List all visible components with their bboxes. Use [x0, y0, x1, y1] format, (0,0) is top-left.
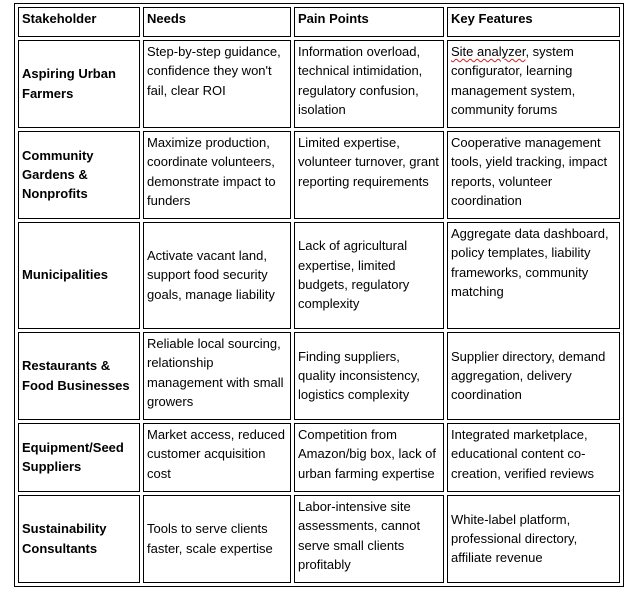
key-features-cell: Cooperative management tools, yield tracking, impact reports, volunteer coordination	[447, 131, 620, 219]
needs-cell: Step-by-step guidance, confidence they won't fail, clear ROI	[143, 40, 291, 128]
stakeholder-cell: Restaurants & Food Businesses	[18, 332, 140, 420]
table-row	[18, 332, 620, 420]
pain-points-cell: Finding suppliers, quality inconsistency, logistics complexity	[294, 332, 444, 420]
key-features-text: , system configurator, learning management system, community forums	[451, 44, 576, 117]
needs-cell: Reliable local sourcing, relationship management with small growers	[143, 332, 291, 420]
stakeholder-cell: Equipment/Seed Suppliers	[18, 423, 140, 492]
stakeholder-cell: Aspiring Urban Farmers	[18, 40, 140, 128]
header-pain-points: Pain Points	[294, 7, 444, 37]
table-row	[18, 222, 620, 329]
stakeholder-cell: Community Gardens & Nonprofits	[18, 131, 140, 219]
header-needs: Needs	[143, 7, 291, 37]
pain-points-cell: Limited expertise, volunteer turnover, grant reporting requirements	[294, 131, 444, 219]
spellcheck-underlined-text: Site analyzer	[451, 44, 526, 59]
needs-cell: Market access, reduced customer acquisition cost	[143, 423, 291, 492]
header-row	[18, 7, 620, 37]
header-key-features: Key Features	[447, 7, 620, 37]
table-row	[18, 495, 620, 583]
needs-cell: Activate vacant land, support food security goals, manage liability	[143, 222, 291, 329]
pain-points-cell: Lack of agricultural expertise, limited budgets, regulatory complexity	[294, 222, 444, 329]
stakeholder-cell: Municipalities	[18, 222, 140, 329]
table-row	[18, 40, 620, 128]
key-features-cell: White-label platform, professional directory, affiliate revenue	[447, 495, 620, 583]
table-row	[18, 131, 620, 219]
header-stakeholder: Stakeholder	[18, 7, 140, 37]
needs-cell: Maximize production, coordinate volunteers, demonstrate impact to funders	[143, 131, 291, 219]
stakeholder-table	[14, 3, 624, 587]
pain-points-cell: Competition from Amazon/big box, lack of urban farming expertise	[294, 423, 444, 492]
key-features-cell: Integrated marketplace, educational content co-creation, verified reviews	[447, 423, 620, 492]
stakeholder-cell: Sustainability Consultants	[18, 495, 140, 583]
pain-points-cell: Information overload, technical intimidation, regulatory confusion, isolation	[294, 40, 444, 128]
key-features-cell: Aggregate data dashboard, policy templates, liability frameworks, community matching	[447, 222, 620, 329]
needs-cell: Tools to serve clients faster, scale expertise	[143, 495, 291, 583]
key-features-cell: Supplier directory, demand aggregation, delivery coordination	[447, 332, 620, 420]
key-features-cell	[447, 40, 620, 128]
table-row	[18, 423, 620, 492]
pain-points-cell: Labor-intensive site assessments, cannot serve small clients profitably	[294, 495, 444, 583]
